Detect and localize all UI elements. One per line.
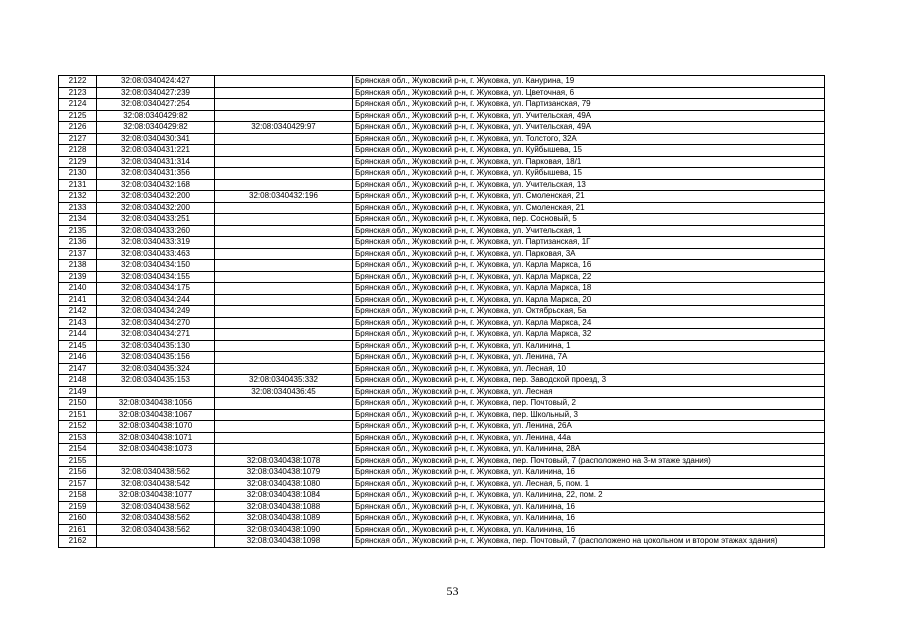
table-row <box>59 455 825 467</box>
cadastral-number-cell: 32:08:0340430:341 <box>97 133 215 145</box>
related-cadastral-number-cell <box>215 202 353 214</box>
address-cell: Брянская обл., Жуковский р-н, г. Жуковка, ул. Калинина, 16 <box>353 524 825 536</box>
cadastral-number-cell: 32:08:0340432:200 <box>97 202 215 214</box>
address-cell: Брянская обл., Жуковский р-н, г. Жуковка, ул. Канурина, 19 <box>353 76 825 88</box>
related-cadastral-number-cell <box>215 179 353 191</box>
related-cadastral-number-cell <box>215 444 353 456</box>
cadastral-number-cell: 32:08:0340438:1056 <box>97 398 215 410</box>
address-cell: Брянская обл., Жуковский р-н, г. Жуковка, ул. Куйбышева, 15 <box>353 168 825 180</box>
table-row <box>59 76 825 88</box>
row-number: 2122 <box>59 76 97 88</box>
row-number: 2151 <box>59 409 97 421</box>
address-cell: Брянская обл., Жуковский р-н, г. Жуковка, пер. Заводской проезд, 3 <box>353 375 825 387</box>
address-cell: Брянская обл., Жуковский р-н, г. Жуковка, ул. Лесная, 10 <box>353 363 825 375</box>
related-cadastral-number-cell <box>215 432 353 444</box>
address-cell: Брянская обл., Жуковский р-н, г. Жуковка, ул. Партизанская, 1Г <box>353 237 825 249</box>
table-row <box>59 352 825 364</box>
row-number: 2142 <box>59 306 97 318</box>
row-number: 2125 <box>59 110 97 122</box>
row-number: 2129 <box>59 156 97 168</box>
table-row <box>59 317 825 329</box>
related-cadastral-number-cell <box>215 317 353 329</box>
table-row <box>59 271 825 283</box>
related-cadastral-number-cell <box>215 168 353 180</box>
address-cell: Брянская обл., Жуковский р-н, г. Жуковка, ул. Калинина, 22, пом. 2 <box>353 490 825 502</box>
related-cadastral-number-cell: 32:08:0340438:1084 <box>215 490 353 502</box>
related-cadastral-number-cell <box>215 409 353 421</box>
cadastral-number-cell: 32:08:0340431:356 <box>97 168 215 180</box>
table-row <box>59 237 825 249</box>
page-number: 53 <box>446 584 459 598</box>
related-cadastral-number-cell: 32:08:0340438:1078 <box>215 455 353 467</box>
address-cell: Брянская обл., Жуковский р-н, г. Жуковка, пер. Школьный, 3 <box>353 409 825 421</box>
table-row <box>59 214 825 226</box>
table-row <box>59 478 825 490</box>
table-row <box>59 329 825 341</box>
cadastral-number-cell: 32:08:0340427:254 <box>97 99 215 111</box>
table-row <box>59 133 825 145</box>
table-row <box>59 294 825 306</box>
cadastral-number-cell: 32:08:0340433:319 <box>97 237 215 249</box>
cadastral-number-cell: 32:08:0340438:562 <box>97 467 215 479</box>
address-cell: Брянская обл., Жуковский р-н, г. Жуковка, ул. Толстого, 32А <box>353 133 825 145</box>
cadastral-number-cell: 32:08:0340429:82 <box>97 110 215 122</box>
address-cell: Брянская обл., Жуковский р-н, г. Жуковка, ул. Смоленская, 21 <box>353 191 825 203</box>
address-cell: Брянская обл., Жуковский р-н, г. Жуковка, ул. Учительская, 49А <box>353 122 825 134</box>
address-cell: Брянская обл., Жуковский р-н, г. Жуковка, ул. Калинина, 16 <box>353 467 825 479</box>
row-number: 2157 <box>59 478 97 490</box>
related-cadastral-number-cell <box>215 283 353 295</box>
row-number: 2143 <box>59 317 97 329</box>
row-number: 2133 <box>59 202 97 214</box>
cadastral-number-cell: 32:08:0340438:1070 <box>97 421 215 433</box>
row-number: 2132 <box>59 191 97 203</box>
address-cell: Брянская обл., Жуковский р-н, г. Жуковка, ул. Парковая, 18/1 <box>353 156 825 168</box>
cadastral-number-cell: 32:08:0340435:156 <box>97 352 215 364</box>
related-cadastral-number-cell <box>215 156 353 168</box>
address-cell: Брянская обл., Жуковский р-н, г. Жуковка, ул. Учительская, 1 <box>353 225 825 237</box>
row-number: 2141 <box>59 294 97 306</box>
table-row <box>59 490 825 502</box>
row-number: 2127 <box>59 133 97 145</box>
table-row <box>59 340 825 352</box>
related-cadastral-number-cell: 32:08:0340438:1090 <box>215 524 353 536</box>
row-number: 2149 <box>59 386 97 398</box>
cadastral-number-cell: 32:08:0340429:82 <box>97 122 215 134</box>
table-row <box>59 306 825 318</box>
address-cell: Брянская обл., Жуковский р-н, г. Жуковка, ул. Калинина, 1 <box>353 340 825 352</box>
related-cadastral-number-cell <box>215 133 353 145</box>
table-row <box>59 421 825 433</box>
related-cadastral-number-cell: 32:08:0340435:332 <box>215 375 353 387</box>
row-number: 2138 <box>59 260 97 272</box>
related-cadastral-number-cell <box>215 110 353 122</box>
table-row <box>59 386 825 398</box>
row-number: 2147 <box>59 363 97 375</box>
row-number: 2153 <box>59 432 97 444</box>
address-cell: Брянская обл., Жуковский р-н, г. Жуковка, ул. Учительская, 49А <box>353 110 825 122</box>
related-cadastral-number-cell: 32:08:0340432:196 <box>215 191 353 203</box>
table-row <box>59 248 825 260</box>
cadastral-number-cell: 32:08:0340424:427 <box>97 76 215 88</box>
address-cell: Брянская обл., Жуковский р-н, г. Жуковка, ул. Карла Маркса, 18 <box>353 283 825 295</box>
related-cadastral-number-cell <box>215 294 353 306</box>
table-row <box>59 99 825 111</box>
cadastral-number-cell: 32:08:0340438:1073 <box>97 444 215 456</box>
cadastral-number-cell: 32:08:0340433:251 <box>97 214 215 226</box>
table-row <box>59 409 825 421</box>
row-number: 2140 <box>59 283 97 295</box>
address-cell: Брянская обл., Жуковский р-н, г. Жуковка, ул. Карла Маркса, 20 <box>353 294 825 306</box>
table-row <box>59 156 825 168</box>
table-row <box>59 202 825 214</box>
table-row <box>59 444 825 456</box>
cadastral-number-cell <box>97 536 215 548</box>
related-cadastral-number-cell <box>215 248 353 260</box>
address-cell: Брянская обл., Жуковский р-н, г. Жуковка, ул. Карла Маркса, 22 <box>353 271 825 283</box>
cadastral-number-cell: 32:08:0340434:155 <box>97 271 215 283</box>
address-cell: Брянская обл., Жуковский р-н, г. Жуковка, ул. Лесная <box>353 386 825 398</box>
address-cell: Брянская обл., Жуковский р-н, г. Жуковка, ул. Куйбышева, 15 <box>353 145 825 157</box>
table-row <box>59 398 825 410</box>
related-cadastral-number-cell <box>215 363 353 375</box>
row-number: 2158 <box>59 490 97 502</box>
row-number: 2128 <box>59 145 97 157</box>
row-number: 2152 <box>59 421 97 433</box>
row-number: 2137 <box>59 248 97 260</box>
row-number: 2135 <box>59 225 97 237</box>
related-cadastral-number-cell <box>215 398 353 410</box>
table-row <box>59 363 825 375</box>
related-cadastral-number-cell <box>215 329 353 341</box>
cadastral-number-cell: 32:08:0340435:130 <box>97 340 215 352</box>
table-row <box>59 432 825 444</box>
table-row <box>59 536 825 548</box>
table-row <box>59 110 825 122</box>
address-cell: Брянская обл., Жуковский р-н, г. Жуковка, пер. Сосновый, 5 <box>353 214 825 226</box>
cadastral-number-cell <box>97 386 215 398</box>
related-cadastral-number-cell <box>215 237 353 249</box>
address-cell: Брянская обл., Жуковский р-н, г. Жуковка, ул. Карла Маркса, 32 <box>353 329 825 341</box>
address-cell: Брянская обл., Жуковский р-н, г. Жуковка, ул. Карла Маркса, 24 <box>353 317 825 329</box>
address-cell: Брянская обл., Жуковский р-н, г. Жуковка, ул. Парковая, 3А <box>353 248 825 260</box>
related-cadastral-number-cell <box>215 306 353 318</box>
table-row <box>59 145 825 157</box>
row-number: 2146 <box>59 352 97 364</box>
row-number: 2150 <box>59 398 97 410</box>
table-row <box>59 524 825 536</box>
related-cadastral-number-cell <box>215 225 353 237</box>
address-cell: Брянская обл., Жуковский р-н, г. Жуковка, ул. Калинина, 16 <box>353 501 825 513</box>
row-number: 2139 <box>59 271 97 283</box>
address-cell: Брянская обл., Жуковский р-н, г. Жуковка, пер. Почтовый, 7 (расположено на цокольном и втором этажах здания) <box>353 536 825 548</box>
registry-table-body <box>59 76 825 548</box>
related-cadastral-number-cell: 32:08:0340438:1098 <box>215 536 353 548</box>
row-number: 2159 <box>59 501 97 513</box>
address-cell: Брянская обл., Жуковский р-н, г. Жуковка, ул. Ленина, 26А <box>353 421 825 433</box>
cadastral-number-cell: 32:08:0340438:562 <box>97 513 215 525</box>
cadastral-number-cell: 32:08:0340434:271 <box>97 329 215 341</box>
cadastral-number-cell: 32:08:0340432:168 <box>97 179 215 191</box>
table-row <box>59 513 825 525</box>
cadastral-number-cell: 32:08:0340438:1067 <box>97 409 215 421</box>
row-number: 2144 <box>59 329 97 341</box>
address-cell: Брянская обл., Жуковский р-н, г. Жуковка, ул. Партизанская, 79 <box>353 99 825 111</box>
address-cell: Брянская обл., Жуковский р-н, г. Жуковка, пер. Почтовый, 7 (расположено на 3-м этаже здания) <box>353 455 825 467</box>
address-cell: Брянская обл., Жуковский р-н, г. Жуковка, ул. Учительская, 13 <box>353 179 825 191</box>
address-cell: Брянская обл., Жуковский р-н, г. Жуковка, ул. Цветочная, 6 <box>353 87 825 99</box>
address-cell: Брянская обл., Жуковский р-н, г. Жуковка, ул. Калинина, 28А <box>353 444 825 456</box>
table-row <box>59 225 825 237</box>
cadastral-number-cell <box>97 455 215 467</box>
row-number: 2155 <box>59 455 97 467</box>
address-cell: Брянская обл., Жуковский р-н, г. Жуковка, ул. Октябрьская, 5а <box>353 306 825 318</box>
related-cadastral-number-cell <box>215 214 353 226</box>
cadastral-number-cell: 32:08:0340431:314 <box>97 156 215 168</box>
row-number: 2145 <box>59 340 97 352</box>
related-cadastral-number-cell <box>215 352 353 364</box>
row-number: 2130 <box>59 168 97 180</box>
related-cadastral-number-cell: 32:08:0340438:1088 <box>215 501 353 513</box>
cadastral-number-cell: 32:08:0340432:200 <box>97 191 215 203</box>
cadastral-number-cell: 32:08:0340433:463 <box>97 248 215 260</box>
row-number: 2148 <box>59 375 97 387</box>
address-cell: Брянская обл., Жуковский р-н, г. Жуковка, ул. Карла Маркса, 16 <box>353 260 825 272</box>
related-cadastral-number-cell <box>215 145 353 157</box>
related-cadastral-number-cell: 32:08:0340436:45 <box>215 386 353 398</box>
cadastral-number-cell: 32:08:0340434:244 <box>97 294 215 306</box>
table-row <box>59 191 825 203</box>
row-number: 2156 <box>59 467 97 479</box>
cadastral-number-cell: 32:08:0340433:260 <box>97 225 215 237</box>
row-number: 2136 <box>59 237 97 249</box>
row-number: 2131 <box>59 179 97 191</box>
address-cell: Брянская обл., Жуковский р-н, г. Жуковка, ул. Ленина, 7А <box>353 352 825 364</box>
table-row <box>59 501 825 513</box>
table-row <box>59 375 825 387</box>
cadastral-number-cell: 32:08:0340435:153 <box>97 375 215 387</box>
related-cadastral-number-cell: 32:08:0340438:1079 <box>215 467 353 479</box>
address-cell: Брянская обл., Жуковский р-н, г. Жуковка, ул. Лесная, 5, пом. 1 <box>353 478 825 490</box>
cadastral-number-cell: 32:08:0340434:150 <box>97 260 215 272</box>
table-row <box>59 87 825 99</box>
related-cadastral-number-cell <box>215 99 353 111</box>
related-cadastral-number-cell <box>215 87 353 99</box>
cadastral-number-cell: 32:08:0340434:175 <box>97 283 215 295</box>
related-cadastral-number-cell <box>215 260 353 272</box>
row-number: 2123 <box>59 87 97 99</box>
cadastral-number-cell: 32:08:0340434:270 <box>97 317 215 329</box>
address-cell: Брянская обл., Жуковский р-н, г. Жуковка, ул. Калинина, 16 <box>353 513 825 525</box>
table-row <box>59 122 825 134</box>
cadastral-number-cell: 32:08:0340438:1077 <box>97 490 215 502</box>
row-number: 2162 <box>59 536 97 548</box>
related-cadastral-number-cell <box>215 421 353 433</box>
related-cadastral-number-cell: 32:08:0340438:1089 <box>215 513 353 525</box>
cadastral-number-cell: 32:08:0340434:249 <box>97 306 215 318</box>
cadastral-number-cell: 32:08:0340438:562 <box>97 501 215 513</box>
row-number: 2154 <box>59 444 97 456</box>
related-cadastral-number-cell: 32:08:0340438:1080 <box>215 478 353 490</box>
cadastral-number-cell: 32:08:0340435:324 <box>97 363 215 375</box>
address-cell: Брянская обл., Жуковский р-н, г. Жуковка, пер. Почтовый, 2 <box>353 398 825 410</box>
address-cell: Брянская обл., Жуковский р-н, г. Жуковка, ул. Смоленская, 21 <box>353 202 825 214</box>
cadastral-number-cell: 32:08:0340438:562 <box>97 524 215 536</box>
registry-table <box>58 75 825 548</box>
row-number: 2124 <box>59 99 97 111</box>
related-cadastral-number-cell <box>215 340 353 352</box>
table-row <box>59 467 825 479</box>
table-row <box>59 283 825 295</box>
table-row <box>59 168 825 180</box>
row-number: 2161 <box>59 524 97 536</box>
cadastral-number-cell: 32:08:0340438:542 <box>97 478 215 490</box>
row-number: 2160 <box>59 513 97 525</box>
row-number: 2126 <box>59 122 97 134</box>
cadastral-number-cell: 32:08:0340427:239 <box>97 87 215 99</box>
cadastral-number-cell: 32:08:0340438:1071 <box>97 432 215 444</box>
related-cadastral-number-cell: 32:08:0340429:97 <box>215 122 353 134</box>
table-row <box>59 260 825 272</box>
row-number: 2134 <box>59 214 97 226</box>
cadastral-number-cell: 32:08:0340431:221 <box>97 145 215 157</box>
related-cadastral-number-cell <box>215 271 353 283</box>
table-row <box>59 179 825 191</box>
address-cell: Брянская обл., Жуковский р-н, г. Жуковка, ул. Ленина, 44а <box>353 432 825 444</box>
related-cadastral-number-cell <box>215 76 353 88</box>
